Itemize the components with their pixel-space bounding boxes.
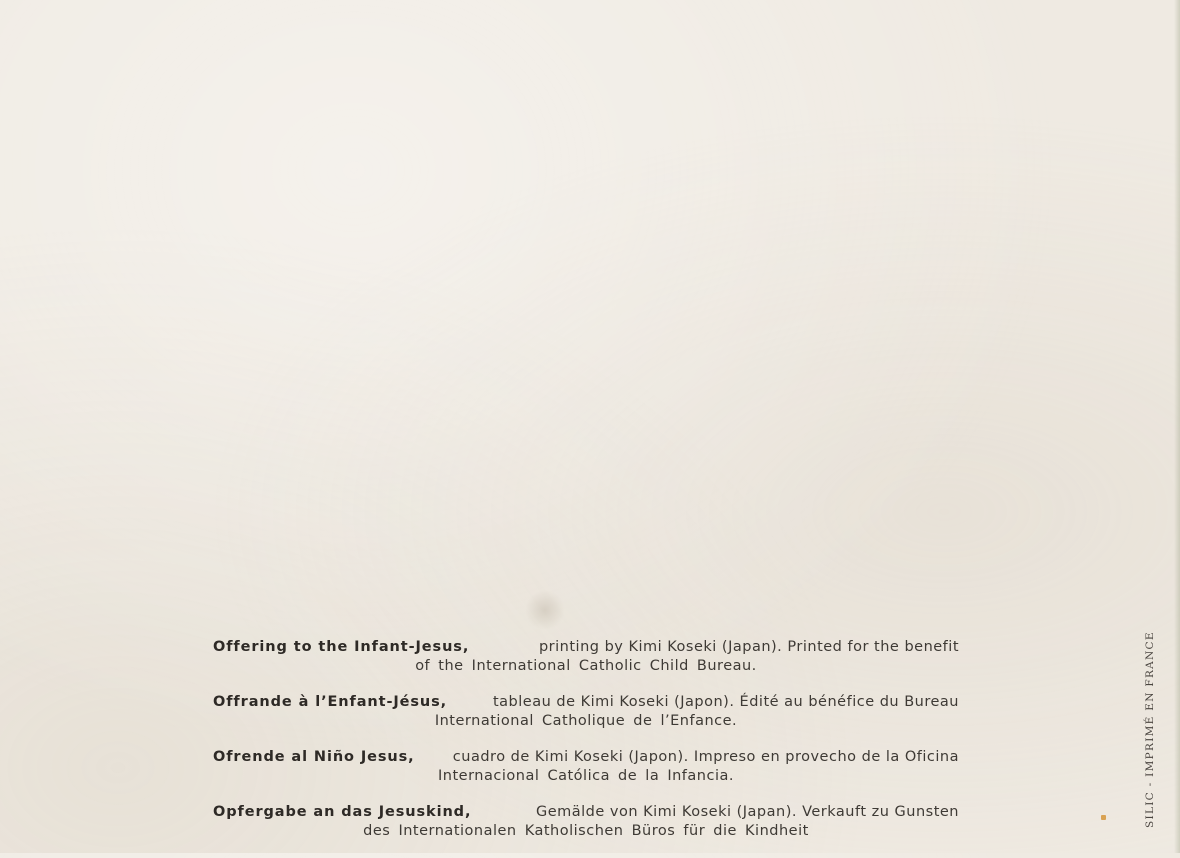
caption-text-continued: International Catholique de l’Enfance. bbox=[434, 713, 738, 729]
caption-title: Ofrende al Niño Jesus, bbox=[213, 749, 415, 765]
caption-english bbox=[213, 638, 959, 676]
caption-title: Offrande à l’Enfant-Jésus, bbox=[213, 694, 448, 710]
caption-text: cuadro de Kimi Koseki (Japon). Impreso en provecho de la Oficina bbox=[452, 749, 959, 765]
caption-text: Gemälde von Kimi Koseki (Japan). Verkauft zu Gunsten bbox=[535, 804, 959, 820]
caption-title: Opfergabe an das Jesuskind, bbox=[213, 804, 472, 820]
caption-block bbox=[213, 638, 959, 858]
caption-french bbox=[213, 693, 959, 731]
caption-german bbox=[213, 803, 959, 841]
paper-smudge bbox=[525, 590, 565, 630]
paper-fleck bbox=[1101, 815, 1106, 820]
caption-text-continued: of the International Catholic Child Bureau. bbox=[415, 658, 757, 674]
caption-spanish bbox=[213, 748, 959, 786]
caption-text: printing by Kimi Koseki (Japan). Printed for the benefit bbox=[538, 639, 959, 655]
paper-edge bbox=[1174, 0, 1180, 853]
printer-imprint: SILIC - IMPRIMÉ EN FRANCE bbox=[1144, 631, 1156, 829]
caption-text-continued: Internacional Católica de la Infancia. bbox=[438, 768, 734, 784]
caption-text: tableau de Kimi Koseki (Japon). Édité au bénéfice du Bureau bbox=[492, 694, 959, 710]
caption-text-continued: des Internationalen Katholischen Büros für die Kindheit bbox=[363, 823, 809, 839]
caption-title: Offering to the Infant-Jesus, bbox=[213, 639, 470, 655]
